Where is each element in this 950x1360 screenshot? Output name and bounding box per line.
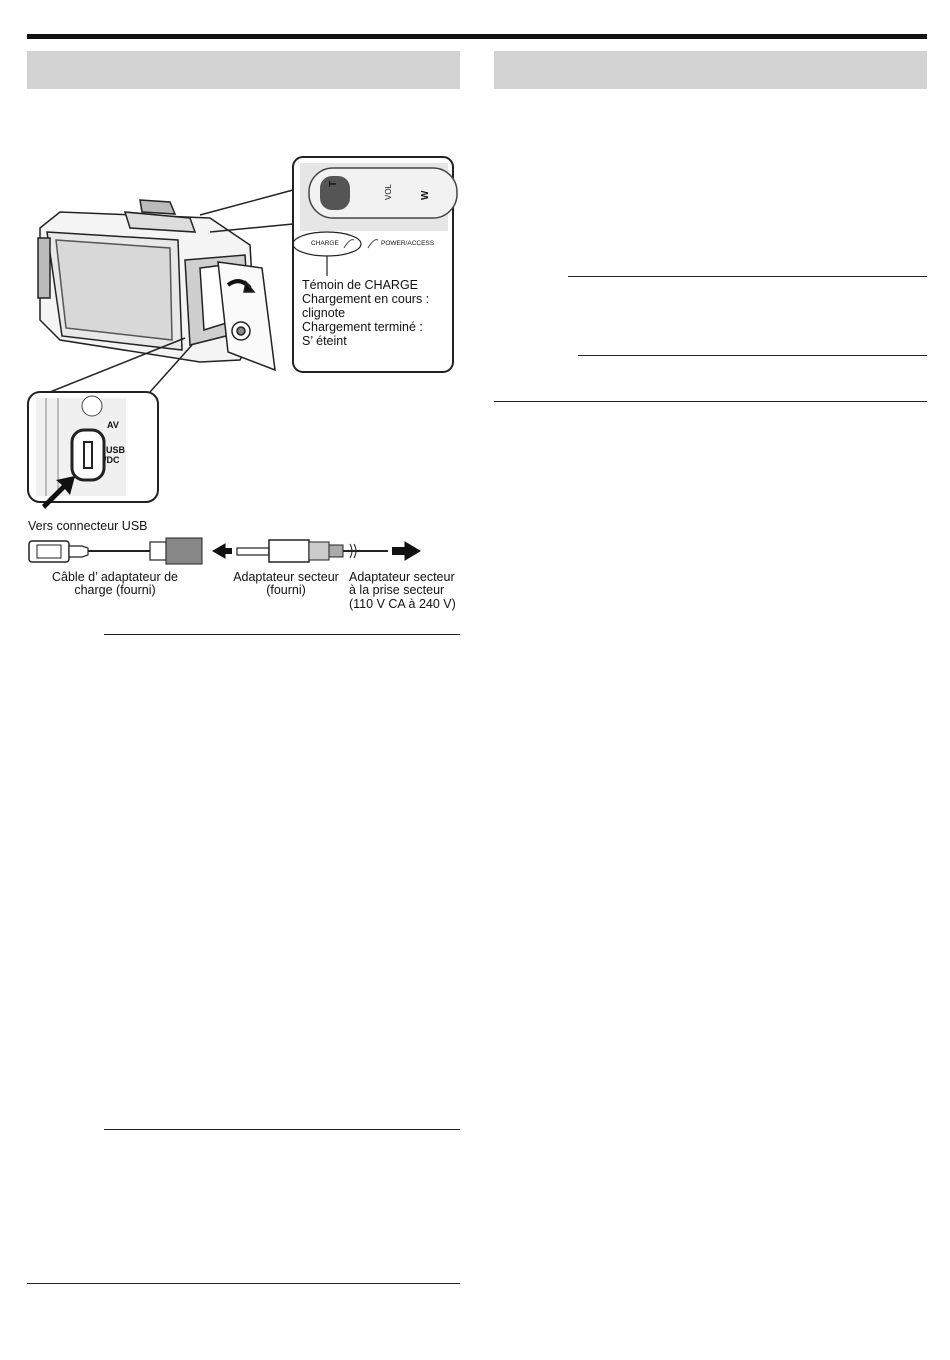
charging-illustration [0, 0, 950, 640]
vol-label: VOL [384, 183, 393, 200]
usb-connector-label: Vers connecteur USB [28, 519, 148, 533]
adapter-label-line2: (fourni) [266, 583, 306, 597]
charge-lamp-title: Témoin de CHARGE [302, 278, 419, 292]
charging-status-line2: clignote [302, 306, 346, 320]
power-indicator-label: POWER/ACCESS [381, 240, 435, 247]
cable-label-line1: Câble d’ adaptateur de [51, 570, 179, 584]
done-status-line2: S’ éteint [302, 334, 347, 348]
camcorder-drawing [38, 200, 275, 370]
usb-port-label-line1: USB [106, 445, 126, 455]
charging-status-line1: Chargement en cours : [302, 292, 430, 306]
charge-indicator-label: CHARGE [311, 240, 339, 247]
outlet-label-line1: Adaptateur secteur [349, 570, 455, 584]
cable-row-drawing [29, 538, 420, 564]
outlet-label-line3: (110 V CA à 240 V) [349, 597, 456, 611]
cable-label-line2: charge (fourni) [74, 583, 156, 597]
adapter-label-line1: Adaptateur secteur [233, 570, 339, 584]
left-divider-2 [104, 1129, 460, 1130]
left-column-end-rule [27, 1283, 460, 1284]
zoom-t-label: T [328, 180, 339, 187]
done-status-line1: Chargement terminé : [302, 320, 423, 334]
usb-port-label-line2: /DC [104, 455, 120, 465]
av-port-label: AV [107, 420, 119, 430]
zoom-w-label: W [420, 190, 431, 200]
outlet-label-line2: à la prise secteur [349, 583, 445, 597]
